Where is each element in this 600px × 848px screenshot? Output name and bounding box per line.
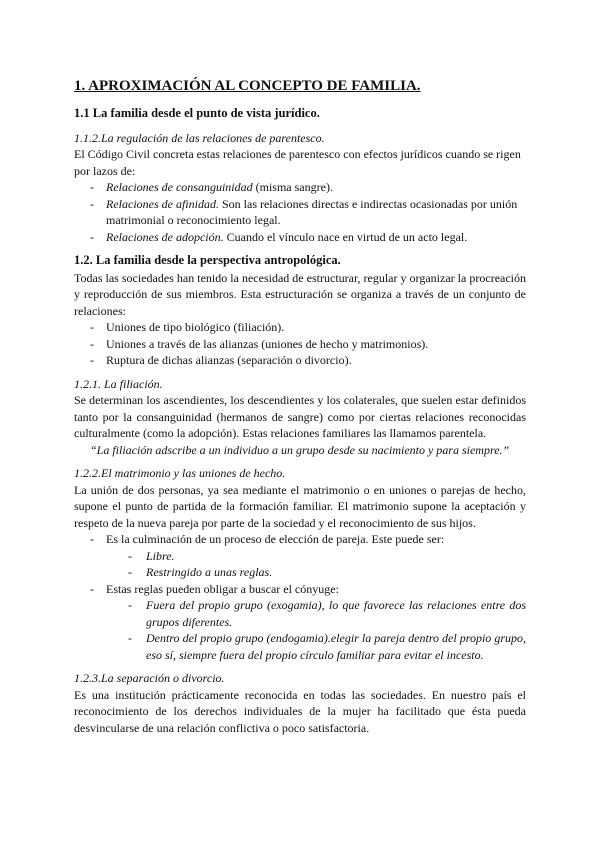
list-item: - Relaciones de adopción. Cuando el vínculo nace en virtud de un acto legal. xyxy=(74,229,526,246)
list-item: - Relaciones de consanguinidad (misma sangre). xyxy=(74,179,526,196)
subsection-1-2-3-heading: 1.2.3.La separación o divorcio. xyxy=(74,671,225,685)
list-item: - Fuera del propio grupo (exogamia), lo que favorece las relaciones entre dos grupos diferentes. xyxy=(74,597,526,630)
document-content xyxy=(74,76,526,736)
subsection-1-1-2-heading: 1.1.2.La regulación de las relaciones de parentesco. xyxy=(74,130,325,145)
subsection-1-2-2-heading: 1.2.2.El matrimonio y las uniones de hecho. xyxy=(74,466,286,480)
list-item: - Dentro del propio grupo (endogamia).elegir la pareja dentro del propio grupo, eso sí, siempre fuera del propio círculo familiar para evitar el incesto. xyxy=(74,630,526,663)
kinship-list xyxy=(74,179,526,245)
list-item: - Uniones a través de las alianzas (uniones de hecho y matrimonios). xyxy=(74,336,526,353)
subsection-1-2-1-text: Se determinan los ascendientes, los descendientes y los colaterales, que suelen estar definidos tanto por la consanguinidad (hermanos de sangre) como por ciertas relaciones reconocidas culturalmente (como la adopción). Estas relaciones familiares las llamamos parentela. xyxy=(74,393,526,440)
section-1-1-heading: 1.1 La familia desde el punto de vista jurídico. xyxy=(74,106,320,120)
list-item: - Restringido a unas reglas. xyxy=(74,564,526,581)
list-item: - Estas reglas pueden obligar a buscar el cónyuge: - Fuera del propio grupo (exogamia), lo que favorece las relaciones entre dos grupos diferentes. - Dentro del propio grupo (endogamia).elegir la pareja dentro del propio grupo, eso sí, siempre fuera del propio círculo familiar para evitar el incesto. xyxy=(74,581,526,664)
filiation-quote: “La filiación adscribe a un individuo a un grupo desde su nacimiento y para siempre.” xyxy=(90,442,510,457)
list-item: - Uniones de tipo biológico (filiación). xyxy=(74,319,526,336)
spouse-rules-sublist xyxy=(74,597,526,663)
section-1-2-intro: Todas las sociedades han tenido la necesidad de estructurar, regular y organizar la procreación y reproducción de sus miembros. Esta estructuración se organiza a través de un conjunto de relaciones: xyxy=(74,270,526,318)
relations-list xyxy=(74,319,526,369)
subsection-1-2-3-text: Es una institución prácticamente reconocida en todas las sociedades. En nuestro país el reconocimiento de los derechos individuales de la mujer ha facilitado que ésta pueda desvincularse de una relación conflictiva o poco satisfactoria. xyxy=(74,687,526,735)
list-item: - Ruptura de dichas alianzas (separación o divorcio). xyxy=(74,352,526,369)
list-item: - Relaciones de afinidad. Son las relaciones directas e indirectas ocasionadas por unión matrimonial o reconocimiento legal. xyxy=(74,196,526,229)
section-1-1-intro: El Código Civil concreta estas relaciones de parentesco con efectos jurídicos cuando se rigen por lazos de: xyxy=(74,147,521,178)
document-title: 1. APROXIMACIÓN AL CONCEPTO DE FAMILIA. xyxy=(74,78,421,94)
partner-choice-sublist xyxy=(74,548,526,581)
list-item: - Libre. xyxy=(74,548,526,565)
marriage-list xyxy=(74,531,526,663)
section-1-2-heading: 1.2. La familia desde la perspectiva antropológica. xyxy=(74,253,341,267)
subsection-1-2-2-text: La unión de dos personas, ya sea mediante el matrimonio o en uniones o parejas de hecho, supone el punto de partida de la formación familiar. El matrimonio supone la aceptación y respeto de la nueva pareja por parte de la sociedad y el reconocimiento de sus hijos. xyxy=(74,482,526,530)
subsection-1-2-1-heading: 1.2.1. La filiación. xyxy=(74,376,163,391)
list-item: - Es la culminación de un proceso de elección de pareja. Este puede ser: - Libre. - Restringido a unas reglas. xyxy=(74,531,526,581)
